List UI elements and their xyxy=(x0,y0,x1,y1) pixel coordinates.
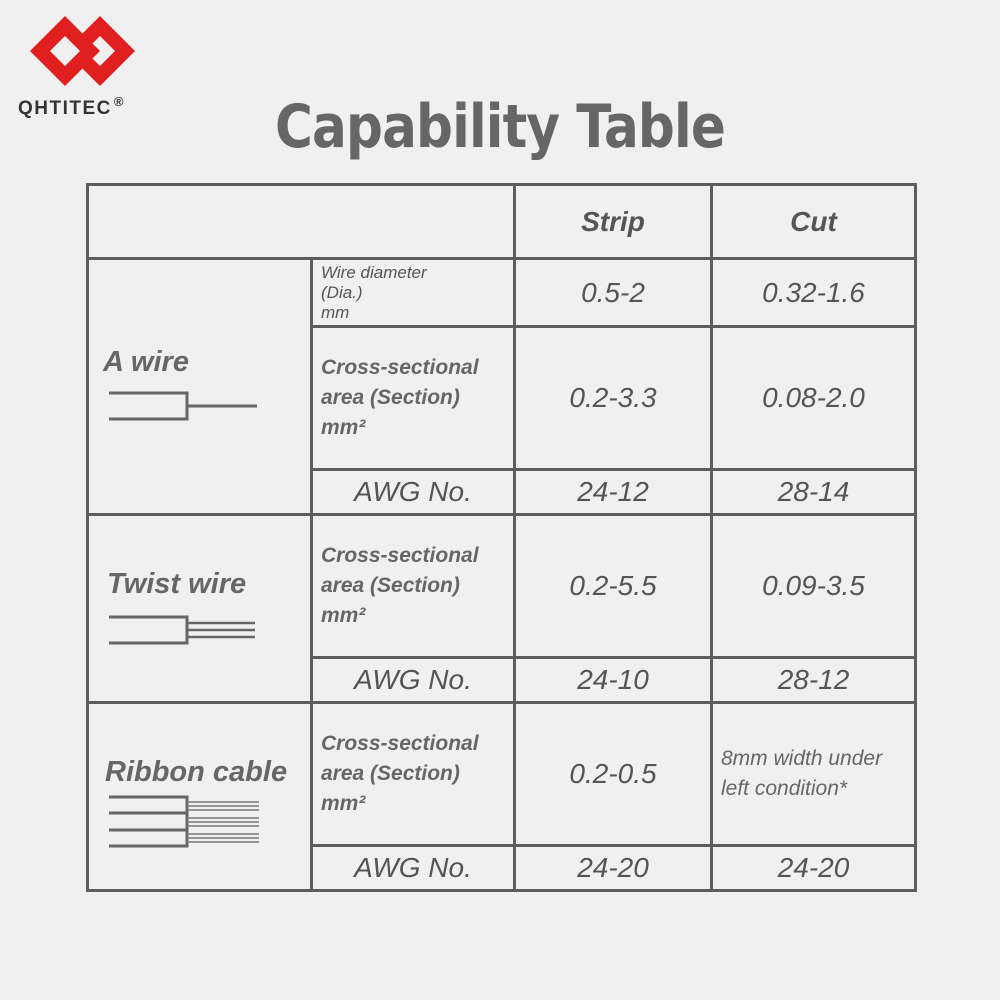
table-row xyxy=(88,259,916,327)
twist-wire-cell xyxy=(88,515,312,703)
cut-header: Cut xyxy=(712,185,916,259)
ribbon-cable-label: Ribbon cable xyxy=(105,756,288,788)
twist-wire-label: Twist wire xyxy=(107,568,247,600)
a-wire-cell xyxy=(88,259,312,515)
twist-wire-icon xyxy=(109,614,259,646)
table-row xyxy=(88,703,916,846)
param-label: AWG No. xyxy=(312,658,515,703)
param-label: AWG No. xyxy=(312,846,515,891)
cut-value: 0.32-1.6 xyxy=(712,259,916,327)
param-label: Cross-sectional area (Section) mm² xyxy=(312,703,515,846)
header-row xyxy=(88,185,916,259)
cut-value: 0.09-3.5 xyxy=(712,515,916,658)
param-label: Wire diameter (Dia.) mm xyxy=(312,259,515,327)
header-empty-cell xyxy=(88,185,515,259)
strip-value: 24-20 xyxy=(515,846,712,891)
page-title: Capability Table xyxy=(275,92,725,162)
strip-value: 24-10 xyxy=(515,658,712,703)
ribbon-cable-icon xyxy=(109,794,261,850)
param-label: AWG No. xyxy=(312,470,515,515)
brand-name: QHTITEC ® xyxy=(18,94,125,119)
single-wire-icon xyxy=(109,390,259,422)
cut-value: 28-12 xyxy=(712,658,916,703)
cut-value-note: 8mm width under left condition* xyxy=(712,703,916,846)
strip-value: 0.5-2 xyxy=(515,259,712,327)
param-label: Cross-sectional area (Section) mm² xyxy=(312,515,515,658)
cut-value: 24-20 xyxy=(712,846,916,891)
ribbon-cable-cell xyxy=(88,703,312,891)
param-label: Cross-sectional area (Section) mm² xyxy=(312,327,515,470)
capability-table xyxy=(86,183,917,892)
a-wire-label: A wire xyxy=(103,346,189,378)
strip-value: 24-12 xyxy=(515,470,712,515)
brand-mark-icon xyxy=(30,16,135,86)
strip-value: 0.2-5.5 xyxy=(515,515,712,658)
table-row xyxy=(88,515,916,658)
cut-value: 28-14 xyxy=(712,470,916,515)
strip-header: Strip xyxy=(515,185,712,259)
strip-value: 0.2-3.3 xyxy=(515,327,712,470)
cut-value: 0.08-2.0 xyxy=(712,327,916,470)
strip-value: 0.2-0.5 xyxy=(515,703,712,846)
